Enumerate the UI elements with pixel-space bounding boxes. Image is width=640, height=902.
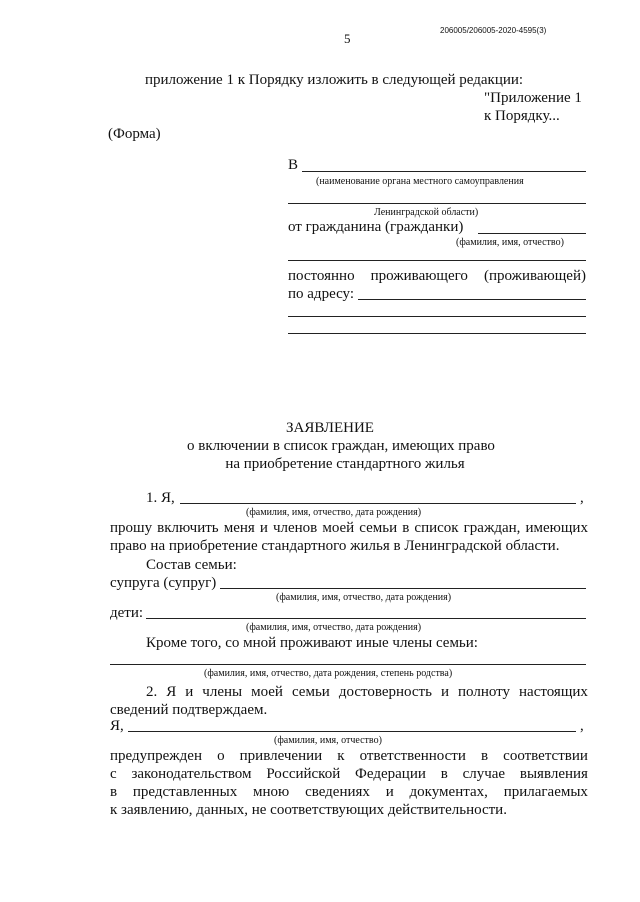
org-name-line[interactable]	[302, 171, 586, 172]
address-label: по адресу:	[288, 286, 355, 302]
residing-word: постоянно	[288, 268, 355, 284]
word: к	[337, 748, 345, 764]
word: законодательством	[131, 766, 252, 782]
word: Российской	[266, 766, 341, 782]
residing-word: (проживающей)	[483, 268, 586, 284]
word: членов	[272, 520, 318, 536]
warning-line-1	[110, 747, 588, 765]
others-hint: (фамилия, имя, отчество, дата рождения, степень родства)	[204, 668, 453, 679]
warning-line-3	[110, 783, 588, 801]
word: члены	[202, 684, 243, 700]
word: представленных	[132, 784, 238, 800]
org-region-hint: Ленинградской области)	[374, 207, 479, 218]
word: и	[259, 520, 268, 536]
word: и	[440, 684, 449, 700]
confirm-name-hint: (фамилия, имя, отчество)	[274, 735, 382, 746]
form-label: (Форма)	[108, 126, 161, 142]
word: ответственности	[359, 748, 466, 764]
word: о	[217, 748, 225, 764]
p2-line-1	[146, 683, 588, 701]
citizen-name-line[interactable]	[478, 233, 586, 234]
word: соответствии	[503, 748, 588, 764]
citizen-name-line-2[interactable]	[288, 260, 586, 261]
statement-subtitle-2: на приобретение стандартного жилья	[225, 456, 465, 472]
word: включить	[157, 520, 219, 536]
word: мною	[253, 784, 290, 800]
word: полноту	[458, 684, 511, 700]
p1-comma: ,	[580, 490, 584, 506]
appendix-ref: к Порядку...	[484, 108, 560, 124]
word: моей	[251, 684, 283, 700]
page-number: 5	[344, 31, 351, 46]
word: и	[385, 784, 394, 800]
word: предупрежден	[110, 748, 202, 764]
warning-line-4: к заявлению, данных, не соответствующих действительности.	[110, 802, 507, 818]
residing-text	[288, 267, 586, 285]
address-line-1[interactable]	[358, 299, 586, 300]
word: в	[440, 766, 448, 782]
org-name-line-2[interactable]	[288, 203, 586, 204]
warning-line-2	[110, 765, 588, 783]
applicant-name-hint: (фамилия, имя, отчество, дата рождения)	[246, 507, 422, 518]
document-id: 206005/206005-2020-4595(3)	[440, 26, 547, 35]
intro-text: приложение 1 к Порядку изложить в следующей редакции:	[145, 72, 524, 88]
word: меня	[223, 520, 255, 536]
word: в	[110, 784, 118, 800]
word: список	[414, 520, 459, 536]
word: граждан,	[463, 520, 521, 536]
word: в	[480, 748, 489, 764]
p1-line-3: право на приобретение стандартного жилья в Ленинградской области.	[110, 538, 560, 554]
word: и	[185, 684, 194, 700]
address-line-2[interactable]	[288, 316, 586, 317]
word: имеющих	[525, 520, 588, 536]
word: 2.	[146, 684, 158, 700]
word: Федерации	[355, 766, 426, 782]
to-prefix: В	[288, 157, 299, 173]
p2-line-2: сведений подтверждаем.	[110, 702, 268, 718]
others-label: Кроме того, со мной проживают иные члены семьи:	[146, 635, 478, 651]
p1-line-2	[110, 519, 588, 537]
address-line-3[interactable]	[288, 333, 586, 334]
word: Я	[166, 684, 177, 700]
children-label: дети:	[110, 605, 144, 621]
word: настоящих	[519, 684, 588, 700]
spouse-hint: (фамилия, имя, отчество, дата рождения)	[276, 592, 452, 603]
word: достоверность	[338, 684, 432, 700]
word: привлечении	[239, 748, 323, 764]
statement-heading: ЗАЯВЛЕНИЕ	[286, 420, 374, 436]
word: прилагаемых	[503, 784, 588, 800]
children-line[interactable]	[146, 618, 586, 619]
word: прошу	[110, 520, 153, 536]
word: документах,	[409, 784, 488, 800]
word: в	[402, 520, 410, 536]
statement-subtitle-1: о включении в список граждан, имеющих право	[187, 438, 495, 454]
spouse-line[interactable]	[220, 588, 586, 589]
residing-word: проживающего	[370, 268, 468, 284]
confirm-name-line[interactable]	[128, 731, 576, 732]
from-label: от гражданина (гражданки)	[288, 219, 464, 235]
word: выявления	[519, 766, 588, 782]
word: семьи	[359, 520, 398, 536]
p2-comma: ,	[580, 718, 584, 734]
word: случае	[462, 766, 506, 782]
family-label: Состав семьи:	[146, 557, 237, 573]
p1-prefix: 1. Я,	[146, 490, 175, 506]
applicant-name-line[interactable]	[180, 503, 576, 504]
citizen-name-hint: (фамилия, имя, отчество)	[456, 237, 564, 248]
spouse-label: супруга (супруг)	[110, 575, 217, 591]
appendix-title: "Приложение 1	[484, 90, 582, 106]
word: сведениях	[305, 784, 370, 800]
word: семьи	[291, 684, 330, 700]
org-name-hint: (наименование органа местного самоуправления	[316, 176, 524, 187]
others-line[interactable]	[110, 664, 586, 665]
word: моей	[322, 520, 355, 536]
word: с	[110, 766, 117, 782]
children-hint: (фамилия, имя, отчество, дата рождения)	[246, 622, 422, 633]
p2-i: Я,	[110, 718, 124, 734]
